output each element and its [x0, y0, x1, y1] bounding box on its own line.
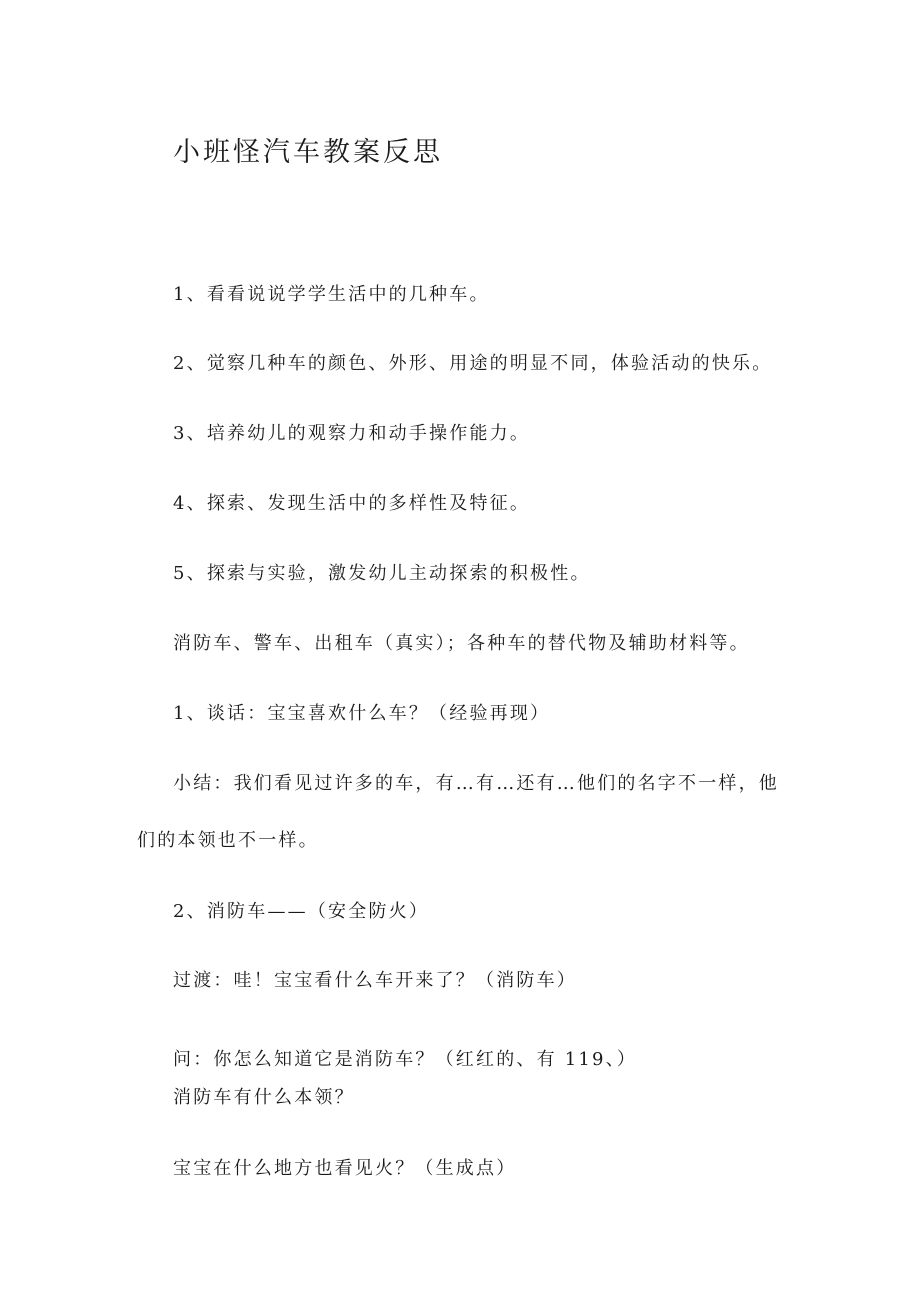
paragraph-objective-1: 1、看看说说学学生活中的几种车。	[173, 284, 490, 305]
paragraph-step-2: 2、消防车——（安全防火）	[173, 901, 430, 922]
paragraph-summary: 小结：我们看见过许多的车，有…有…还有…他们的名字不一样，他	[173, 773, 779, 794]
paragraph-transition: 过渡：哇！宝宝看什么车开来了？（消防车）	[173, 970, 577, 991]
paragraph-summary-continued: 们的本领也不一样。	[137, 830, 319, 851]
paragraph-where-fire: 宝宝在什么地方也看见火？（生成点）	[173, 1158, 517, 1179]
paragraph-step-1: 1、谈话：宝宝喜欢什么车？（经验再现）	[173, 703, 551, 724]
paragraph-objective-3: 3、培养幼儿的观察力和动手操作能力。	[173, 423, 531, 444]
document-title: 小班怪汽车教案反思	[173, 137, 443, 168]
paragraph-question: 问：你怎么知道它是消防车？（红红的、有 119、）	[173, 1049, 638, 1070]
paragraph-firetruck-ability: 消防车有什么本领？	[173, 1087, 355, 1108]
paragraph-materials: 消防车、警车、出租车（真实）；各种车的替代物及辅助材料等。	[173, 633, 750, 654]
paragraph-objective-5: 5、探索与实验，激发幼儿主动探索的积极性。	[173, 563, 591, 584]
paragraph-objective-2: 2、觉察几种车的颜色、外形、用途的明显不同，体验活动的快乐。	[173, 353, 773, 374]
paragraph-objective-4: 4、探索、发现生活中的多样性及特征。	[173, 493, 531, 514]
